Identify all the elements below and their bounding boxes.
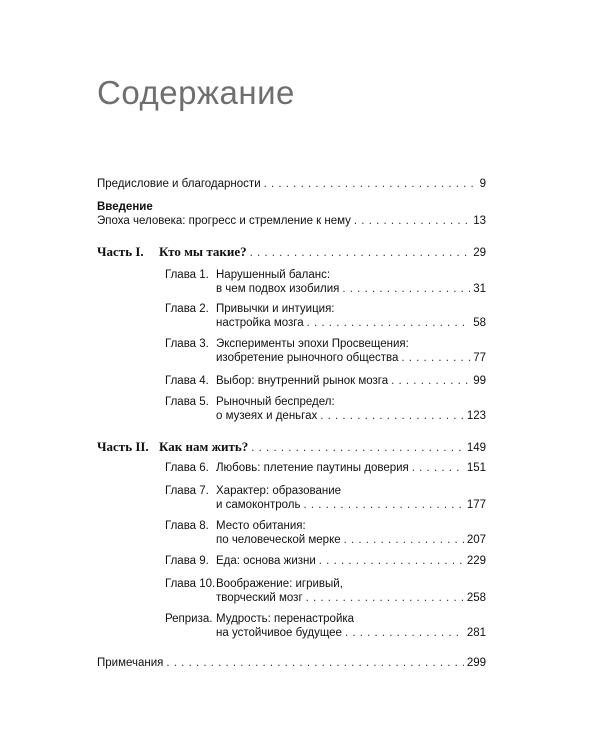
toc-entry-chapter-9[interactable] [216,554,486,568]
toc-entry-intro[interactable] [97,214,486,228]
toc-page-number: 151 [466,462,486,474]
toc-entry-preface[interactable] [97,177,486,191]
chapter-title-line: изобретение рыночного общества [216,352,399,364]
toc-page-number: 58 [473,317,486,329]
dot-leader [401,351,470,365]
chapter-label: Глава 9. [165,555,209,567]
toc-page-number: 281 [466,627,486,639]
chapter-title-line[interactable]: Место обитания: [216,520,306,532]
toc-page-number: 29 [473,247,486,259]
chapter-title-line: творческий мозг [216,592,303,604]
part-title: Как нам жить? [159,440,249,454]
dot-leader [307,316,471,330]
dot-leader [412,461,464,475]
chapter-title-line: о музеях и деньгах [216,410,318,422]
part-label: Часть I. [97,245,144,259]
dot-leader [166,656,463,670]
toc-page-number: 258 [466,592,486,604]
toc-entry-reprise[interactable] [216,626,486,640]
chapter-label: Глава 7. [165,485,209,497]
toc-entry-label: Эпоха человека: прогресс и стремление к нему [97,215,351,227]
toc-page-number: 31 [473,283,486,295]
chapter-title-line: Любовь: плетение паутины доверия [216,462,409,474]
toc-part-2[interactable] [97,440,486,454]
chapter-label: Глава 6. [165,462,209,474]
toc-entry-chapter-6[interactable] [216,461,486,475]
toc-page-number: 177 [466,499,486,511]
toc-entry-chapter-4[interactable] [216,374,486,388]
chapter-title-line: и самоконтроль [216,499,301,511]
dot-leader [250,246,471,259]
chapter-title-line[interactable]: Мудрость: перенастройка [216,613,355,625]
dot-leader [306,591,464,605]
chapter-label: Глава 2. [165,303,209,315]
chapter-label: Глава 1. [165,269,209,281]
toc-entry-chapter-2[interactable] [216,316,486,330]
chapter-title-line: настройка мозга [216,317,304,329]
toc-section-heading-intro: Введение [97,201,153,213]
toc-entry-chapter-7[interactable] [216,498,486,512]
dot-leader [303,498,463,512]
toc-entry-chapter-5[interactable] [216,409,486,423]
toc-entry-label: Примечания [97,657,164,669]
chapter-title-line[interactable]: Эксперименты эпохи Просвещения: [216,338,409,350]
toc-page-number: 77 [473,352,486,364]
toc-page-number: 9 [479,178,486,190]
dot-leader [319,554,464,568]
chapter-label: Глава 3. [165,338,209,350]
part-title: Кто мы такие? [159,245,247,259]
chapter-title-line: в чем подвох изобилия [216,283,340,295]
chapter-title-line: Еда: основа жизни [216,555,316,567]
chapter-label: Глава 5. [165,396,209,408]
dot-leader [354,214,470,228]
chapter-title-line[interactable]: Рыночный беспредел: [216,396,335,408]
dot-leader [264,177,477,191]
toc-entry-label: Предисловие и благодарности [97,178,261,190]
part-label: Часть II. [97,440,149,454]
dot-leader [391,374,470,388]
chapter-title-line[interactable]: Характер: образование [216,485,342,497]
toc-part-1[interactable] [97,245,486,259]
toc-page-number: 299 [466,657,486,669]
dot-leader [344,533,464,547]
toc-page-number: 13 [473,215,486,227]
toc-page-number: 149 [466,442,486,454]
toc-entry-notes[interactable] [97,656,486,670]
dot-leader [345,626,464,640]
chapter-title-line[interactable]: Воображение: игривый, [216,578,343,590]
chapter-label: Глава 4. [165,375,209,387]
chapter-title-line[interactable]: Привычки и интуиция: [216,303,335,315]
toc-page-number: 207 [466,534,486,546]
chapter-label: Глава 8. [165,520,209,532]
toc-page-number: 123 [466,410,486,422]
chapter-title-line[interactable]: Нарушенный баланс: [216,269,331,281]
chapter-title-line: по человеческой мерке [216,534,341,546]
page-title: Содержание [97,74,295,111]
chapter-title-line: Выбор: внутренний рынок мозга [216,375,389,387]
dot-leader [342,282,470,296]
toc-entry-chapter-10[interactable] [216,591,486,605]
chapter-label: Глава 10. [165,578,216,590]
toc-entry-chapter-8[interactable] [216,533,486,547]
toc-entry-chapter-1[interactable] [216,282,486,296]
toc-page-number: 229 [466,555,486,567]
toc-page-number: 99 [473,375,486,387]
dot-leader [320,409,464,423]
chapter-title-line: на устойчивое будущее [216,627,342,639]
dot-leader [251,441,464,454]
chapter-label: Реприза. [165,613,213,625]
toc-entry-chapter-3[interactable] [216,351,486,365]
